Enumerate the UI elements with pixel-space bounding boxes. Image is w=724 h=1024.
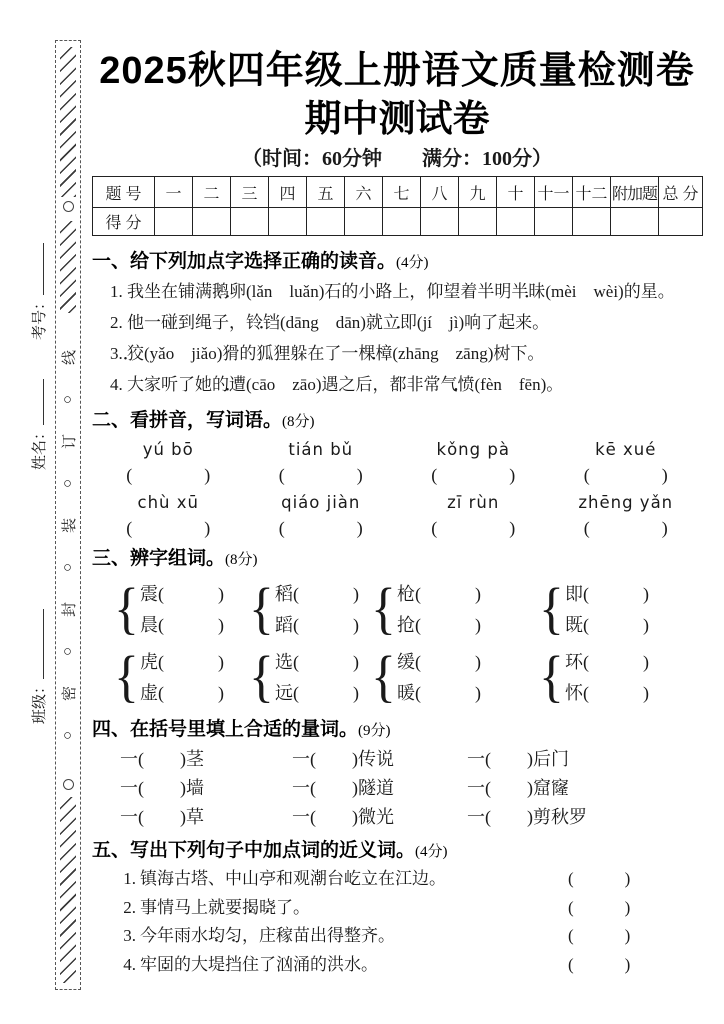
seal-line-text [57, 350, 79, 740]
pair-entry: 选( ) [274, 652, 359, 672]
score-table-header-cell: 九 [459, 177, 497, 208]
measure-word-cell: 一( )窟窿 [467, 778, 569, 798]
score-table-header-cell: 七 [383, 177, 421, 208]
dotted-char: 铛 [263, 313, 280, 332]
score-cell-empty [193, 208, 231, 236]
measure-word-cell: 一( )微光 [292, 807, 394, 827]
seal-char: 线 [61, 350, 78, 366]
seal-char: 密 [61, 685, 78, 701]
section-3 [92, 546, 702, 709]
dotted-char: 遭 [229, 375, 246, 394]
seal-char: ○ [59, 478, 76, 489]
dotted-char: 愤 [457, 375, 475, 394]
word-pair [249, 579, 371, 641]
seal-char: ○ [59, 562, 76, 573]
synonym-item [92, 894, 702, 923]
pair-entry: 缓( ) [396, 652, 481, 672]
pinyin-word: chù xū [137, 493, 199, 512]
dotted-char: 牢 [140, 954, 157, 974]
brace-icon: { [114, 646, 139, 709]
score-row-label: 得 分 [93, 208, 155, 236]
brace-icon: { [249, 646, 274, 709]
section-5-items [92, 865, 702, 979]
score-table-header-cell: 二 [193, 177, 231, 208]
pair-row [92, 579, 702, 641]
pair-entry: 环( ) [564, 652, 649, 672]
word-pair [249, 647, 371, 709]
score-table-header-cell: 五 [307, 177, 345, 208]
score-table-header-cell: 三 [231, 177, 269, 208]
score-table-score-row [93, 208, 703, 236]
exam-number-field [28, 240, 48, 340]
section-4-title: 四、在括号里填上合适的量词。 [92, 719, 359, 740]
section-1-heading [92, 249, 702, 276]
brace-icon: { [539, 646, 564, 709]
item-text: 大家听了她的遭(cāo zāo)遇之后，都非常气愤(fèn fēn)。 [127, 375, 564, 394]
section-4 [92, 717, 702, 831]
item-text: 我坐在铺满鹅卵(lǎn luǎn)石的小路上，仰望着半明半昧(mèi wèi)的星。 [127, 282, 675, 301]
pinyin-cell [550, 490, 703, 541]
answer-bracket: ( ) [568, 926, 631, 945]
item-text: 他一碰到绳子，铃铛(dāng dān)就立即(jí jì)响了起来。 [127, 313, 550, 332]
section-5-score: (4分) [415, 844, 448, 860]
score-cell-empty [497, 208, 535, 236]
seal-char: 封 [61, 601, 78, 617]
dotted-char: 狡 [127, 344, 144, 363]
answer-bracket: ( ) [278, 518, 363, 538]
pinyin-word: kǒng pà [436, 440, 510, 459]
pinyin-word: kē xué [595, 440, 657, 459]
dotted-char: 立 [361, 869, 378, 888]
answer-bracket: ( ) [568, 869, 631, 888]
section-3-grid [92, 579, 702, 709]
student-name-label: 姓名： [32, 424, 48, 470]
answer-bracket: ( ) [431, 518, 516, 538]
measure-word-cell: 一( )茎 [120, 749, 204, 769]
question-item [92, 339, 702, 369]
pair-entry: 暖( ) [396, 683, 481, 703]
score-cell-empty [421, 208, 459, 236]
item-text: 镇海古塔、中山亭和观潮台屹立在江边。 [140, 869, 446, 888]
item-text: 狡(yǎo jiǎo)猾的狐狸躲在了一棵樟(zhāng zāng)树下。 [127, 344, 545, 363]
section-2-grid [92, 437, 702, 541]
synonym-item [92, 922, 702, 951]
item-number: 3. [123, 926, 136, 945]
dotted-char: 固 [157, 954, 174, 974]
measure-word-cell: 一( )传说 [292, 749, 394, 769]
hatch-marks-bottom [60, 797, 76, 983]
measure-word-cell: 一( )隧道 [292, 778, 394, 798]
section-2-title: 二、看拼音，写词语。 [92, 410, 283, 431]
score-table-header-cell: 一 [155, 177, 193, 208]
dotted-char: 匀 [225, 926, 242, 945]
pair-entry: 怀( ) [564, 683, 649, 703]
pair-column [140, 647, 224, 709]
item-number: 1. [110, 282, 127, 301]
item-number: 2. [110, 313, 127, 332]
question-item [92, 308, 702, 338]
pair-column [397, 647, 481, 709]
answer-bracket: ( ) [568, 897, 631, 917]
word-pair [371, 579, 539, 641]
dotted-char: 即 [399, 313, 417, 332]
pair-entry: 晨( ) [139, 615, 224, 635]
item-number: 3. [110, 344, 127, 363]
pair-entry: 蹈( ) [274, 615, 359, 635]
item-text: 今年雨水均匀，庄稼苗出得整齐。 [140, 926, 395, 945]
score-cell-empty [269, 208, 307, 236]
measure-word-row [92, 774, 702, 802]
word-pair [539, 647, 649, 709]
pinyin-cell [550, 437, 703, 488]
score-cell-empty [155, 208, 193, 236]
pair-entry: 即( ) [564, 584, 649, 604]
pinyin-cell [92, 437, 245, 488]
measure-word-row [92, 803, 702, 831]
student-name-blank [29, 379, 44, 425]
class-label: 班级： [32, 678, 48, 724]
seal-char: 装 [61, 518, 78, 534]
item-text: 事情马上就要揭晓了。 [140, 897, 310, 917]
score-table-header-cell: 总 分 [659, 177, 703, 208]
exam-number-blank [29, 243, 44, 295]
answer-bracket: ( ) [126, 518, 211, 538]
score-cell-empty [535, 208, 573, 236]
section-2 [92, 408, 702, 541]
pair-entry: 虚( ) [139, 683, 224, 703]
pair-column [140, 579, 224, 641]
score-table-header-row [93, 177, 703, 208]
answer-bracket: ( ) [278, 465, 363, 485]
item-number: 4. [110, 375, 127, 394]
item-number: 1. [123, 869, 136, 888]
hatch-marks-top [60, 47, 76, 197]
synonym-item [92, 951, 702, 980]
paper-content [92, 40, 702, 979]
score-table [92, 176, 703, 236]
pair-entry: 既( ) [564, 615, 649, 635]
pinyin-cell [245, 437, 398, 488]
score-table-header-cell: 八 [421, 177, 459, 208]
score-table-header-cell: 十一 [535, 177, 573, 208]
pinyin-word: tián bǔ [288, 440, 354, 459]
section-2-heading [92, 408, 702, 435]
section-3-score: (8分) [225, 552, 258, 568]
score-table-header-cell: 附加题 [611, 177, 659, 208]
brace-icon: { [539, 578, 564, 641]
seal-circle-icon [63, 779, 74, 790]
pinyin-row [92, 437, 702, 488]
answer-bracket: ( ) [583, 465, 668, 485]
pinyin-word: zhēng yǎn [578, 493, 674, 512]
brace-icon: { [371, 578, 396, 641]
dotted-char: 屹 [344, 869, 361, 888]
section-5-heading [92, 838, 702, 865]
section-4-grid [92, 745, 702, 831]
dotted-char: 晓 [259, 897, 276, 917]
measure-word-cell: 一( )墙 [120, 778, 204, 798]
hatch-marks-mid [60, 221, 76, 313]
pair-row [92, 647, 702, 709]
item-text: 牢固的大堤挡住了汹涌的洪水。 [140, 954, 378, 974]
measure-word-cell: 一( )剪秋罗 [467, 807, 587, 827]
pair-column [565, 647, 649, 709]
seal-char: ○ [59, 730, 76, 740]
answer-bracket: ( ) [126, 465, 211, 485]
pinyin-word: yú bō [142, 440, 194, 459]
measure-word-cell: 一( )后门 [467, 749, 569, 769]
pinyin-word: zī rùn [447, 493, 500, 512]
score-table-header-cell: 十二 [573, 177, 611, 208]
section-1-items [92, 277, 702, 400]
score-table-header-cell: 十 [497, 177, 535, 208]
score-cell-empty [345, 208, 383, 236]
paper-subtitle: 期中测试卷 [304, 98, 490, 139]
score-cell-empty [573, 208, 611, 236]
dotted-char: 昧 [528, 282, 546, 301]
class-field [28, 572, 48, 724]
class-blank [29, 609, 44, 679]
dotted-char: 樟 [375, 344, 393, 363]
score-cell-empty [307, 208, 345, 236]
section-5-title: 五、写出下列句子中加点词的近义词。 [92, 840, 416, 861]
word-pair [114, 647, 249, 709]
item-number: 2. [123, 897, 136, 917]
answer-bracket: ( ) [431, 465, 516, 485]
score-cell-empty [611, 208, 659, 236]
measure-word-row [92, 745, 702, 773]
brace-icon: { [114, 578, 139, 641]
section-1-title: 一、给下列加点字选择正确的读音。 [92, 251, 397, 272]
pair-column [397, 579, 481, 641]
word-pair [539, 579, 649, 641]
answer-bracket: ( ) [568, 954, 631, 974]
brace-icon: { [249, 578, 274, 641]
pinyin-cell [397, 437, 550, 488]
score-table-header-cell: 六 [345, 177, 383, 208]
score-cell-empty [383, 208, 421, 236]
synonym-item [92, 865, 702, 894]
score-cell-empty [459, 208, 497, 236]
seal-char: ○ [59, 646, 76, 657]
dotted-char: 均 [208, 926, 225, 945]
score-table-header-cell: 题 号 [93, 177, 155, 208]
pair-entry: 虎( ) [139, 652, 224, 672]
exam-number-label: 考号： [32, 294, 48, 340]
seal-circle-icon [63, 201, 74, 212]
brace-icon: { [371, 646, 396, 709]
section-5 [92, 838, 702, 979]
dotted-char: 卵 [229, 282, 246, 301]
pinyin-row [92, 490, 702, 541]
pair-column [565, 579, 649, 641]
item-number: 4. [123, 954, 136, 974]
question-item [92, 277, 702, 307]
pinyin-cell [245, 490, 398, 541]
score-cell-empty [659, 208, 703, 236]
measure-word-cell: 一( )草 [120, 807, 204, 827]
section-1-score: (4分) [396, 255, 429, 271]
seal-char: 订 [61, 434, 78, 450]
section-4-heading [92, 717, 702, 744]
question-item [92, 370, 702, 400]
pair-entry: 震( ) [139, 584, 224, 604]
pair-entry: 远( ) [274, 683, 359, 703]
pair-column [275, 647, 359, 709]
seal-char: ○ [59, 395, 76, 405]
score-table-header-cell: 四 [269, 177, 307, 208]
section-4-score: (9分) [358, 723, 391, 739]
score-cell-empty [231, 208, 269, 236]
pair-entry: 抢( ) [396, 615, 481, 635]
paper-title: 2025秋四年级上册语文质量检测卷 [99, 50, 695, 92]
word-pair [371, 647, 539, 709]
pair-entry: 枪( ) [396, 584, 481, 604]
section-2-score: (8分) [282, 414, 315, 430]
word-pair [114, 579, 249, 641]
student-name-field [28, 382, 48, 470]
pair-column [275, 579, 359, 641]
pinyin-cell [92, 490, 245, 541]
pair-entry: 稻( ) [274, 584, 359, 604]
pinyin-word: qiáo jiàn [281, 493, 361, 512]
section-3-title: 三、辨字组词。 [92, 548, 226, 569]
time-score-info: （时间：60分钟 满分：100分） [242, 148, 552, 170]
answer-bracket: ( ) [583, 518, 668, 538]
section-3-heading [92, 546, 702, 573]
pinyin-cell [397, 490, 550, 541]
dotted-char: 揭 [242, 897, 259, 917]
section-1 [92, 249, 702, 400]
